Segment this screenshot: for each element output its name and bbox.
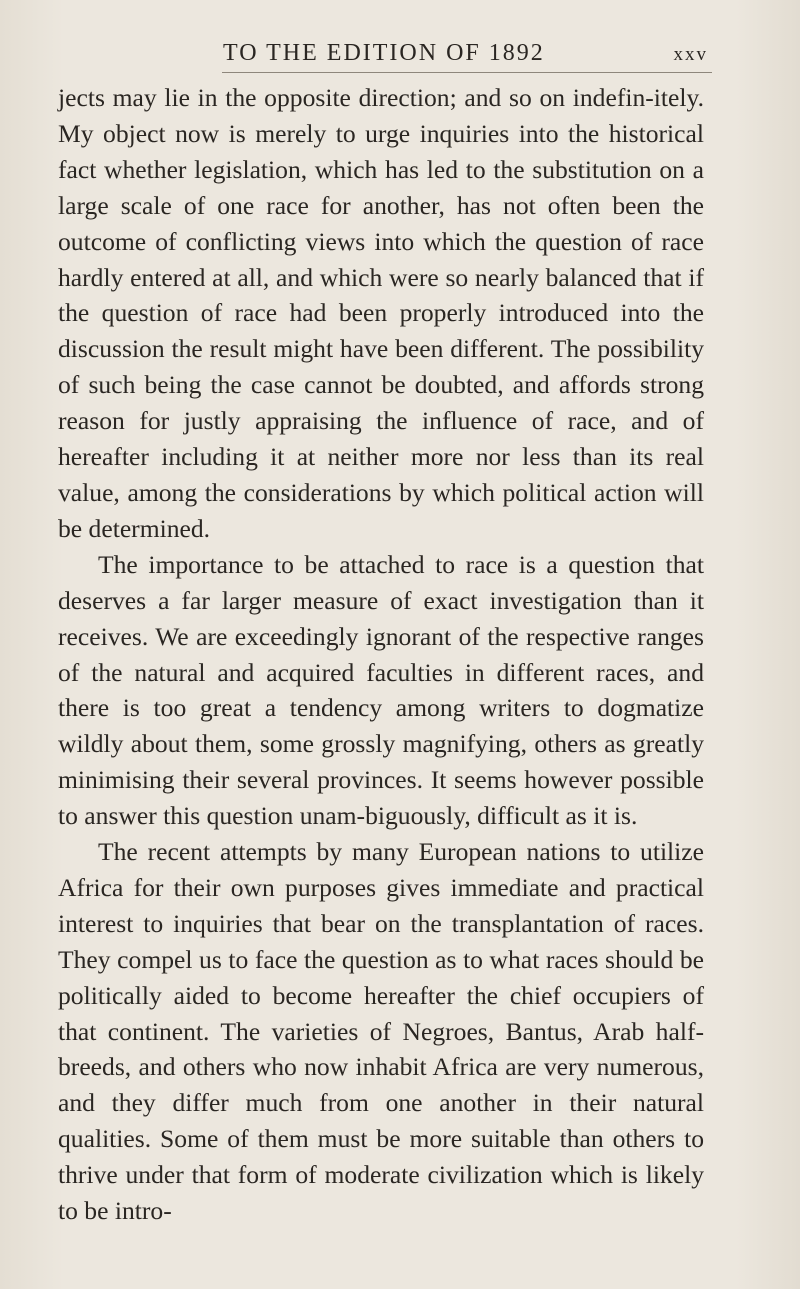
running-title: TO THE EDITION OF 1892 (223, 40, 545, 66)
header-rule (222, 72, 712, 73)
page-number: xxv (673, 44, 708, 65)
page-header (205, 40, 720, 74)
body-text (58, 80, 704, 1229)
paragraph-2: The importance to be attached to race is a question that deserves a far larger measure of exact investigation than it receives. We are exceedingly ignorant of the respective ranges of the natural and acquired faculties in different races, and there is too great a tendency among writers to dogmatize wildly about them, some grossly magnifying, others as greatly minimising their several provinces. It seems however possible to answer this question unam-biguously, difficult as it is. (58, 549, 704, 831)
paragraph-3: The recent attempts by many European nations to utilize Africa for their own purposes gives immediate and practical interest to inquiries that bear on the transplantation of races. They compel us to face the question as to what races should be politically aided to become hereafter the chief occupiers of that continent. The varieties of Negroes, Bantus, Arab half-breeds, and others who now inhabit Africa are very numerous, and they differ much from one another in their natural qualities. Some of them must be more suitable than others to thrive under that form of moderate civilization which is likely to be intro- (58, 837, 704, 1226)
paragraph-1: jects may lie in the opposite direction; and so on indefin-itely. My object now is merely to urge inquiries into the historical fact whether legislation, which has led to the substitution on a large scale of one race for another, has not often been the outcome of conflicting views into which the question of race hardly entered at all, and which were so nearly balanced that if the question of race had been properly introduced into the discussion the result might have been different. The possibility of such being the case cannot be doubted, and affords strong reason for justly appraising the influence of race, and of hereafter including it at neither more nor less than its real value, among the considerations by which political action will be determined. (58, 83, 704, 543)
